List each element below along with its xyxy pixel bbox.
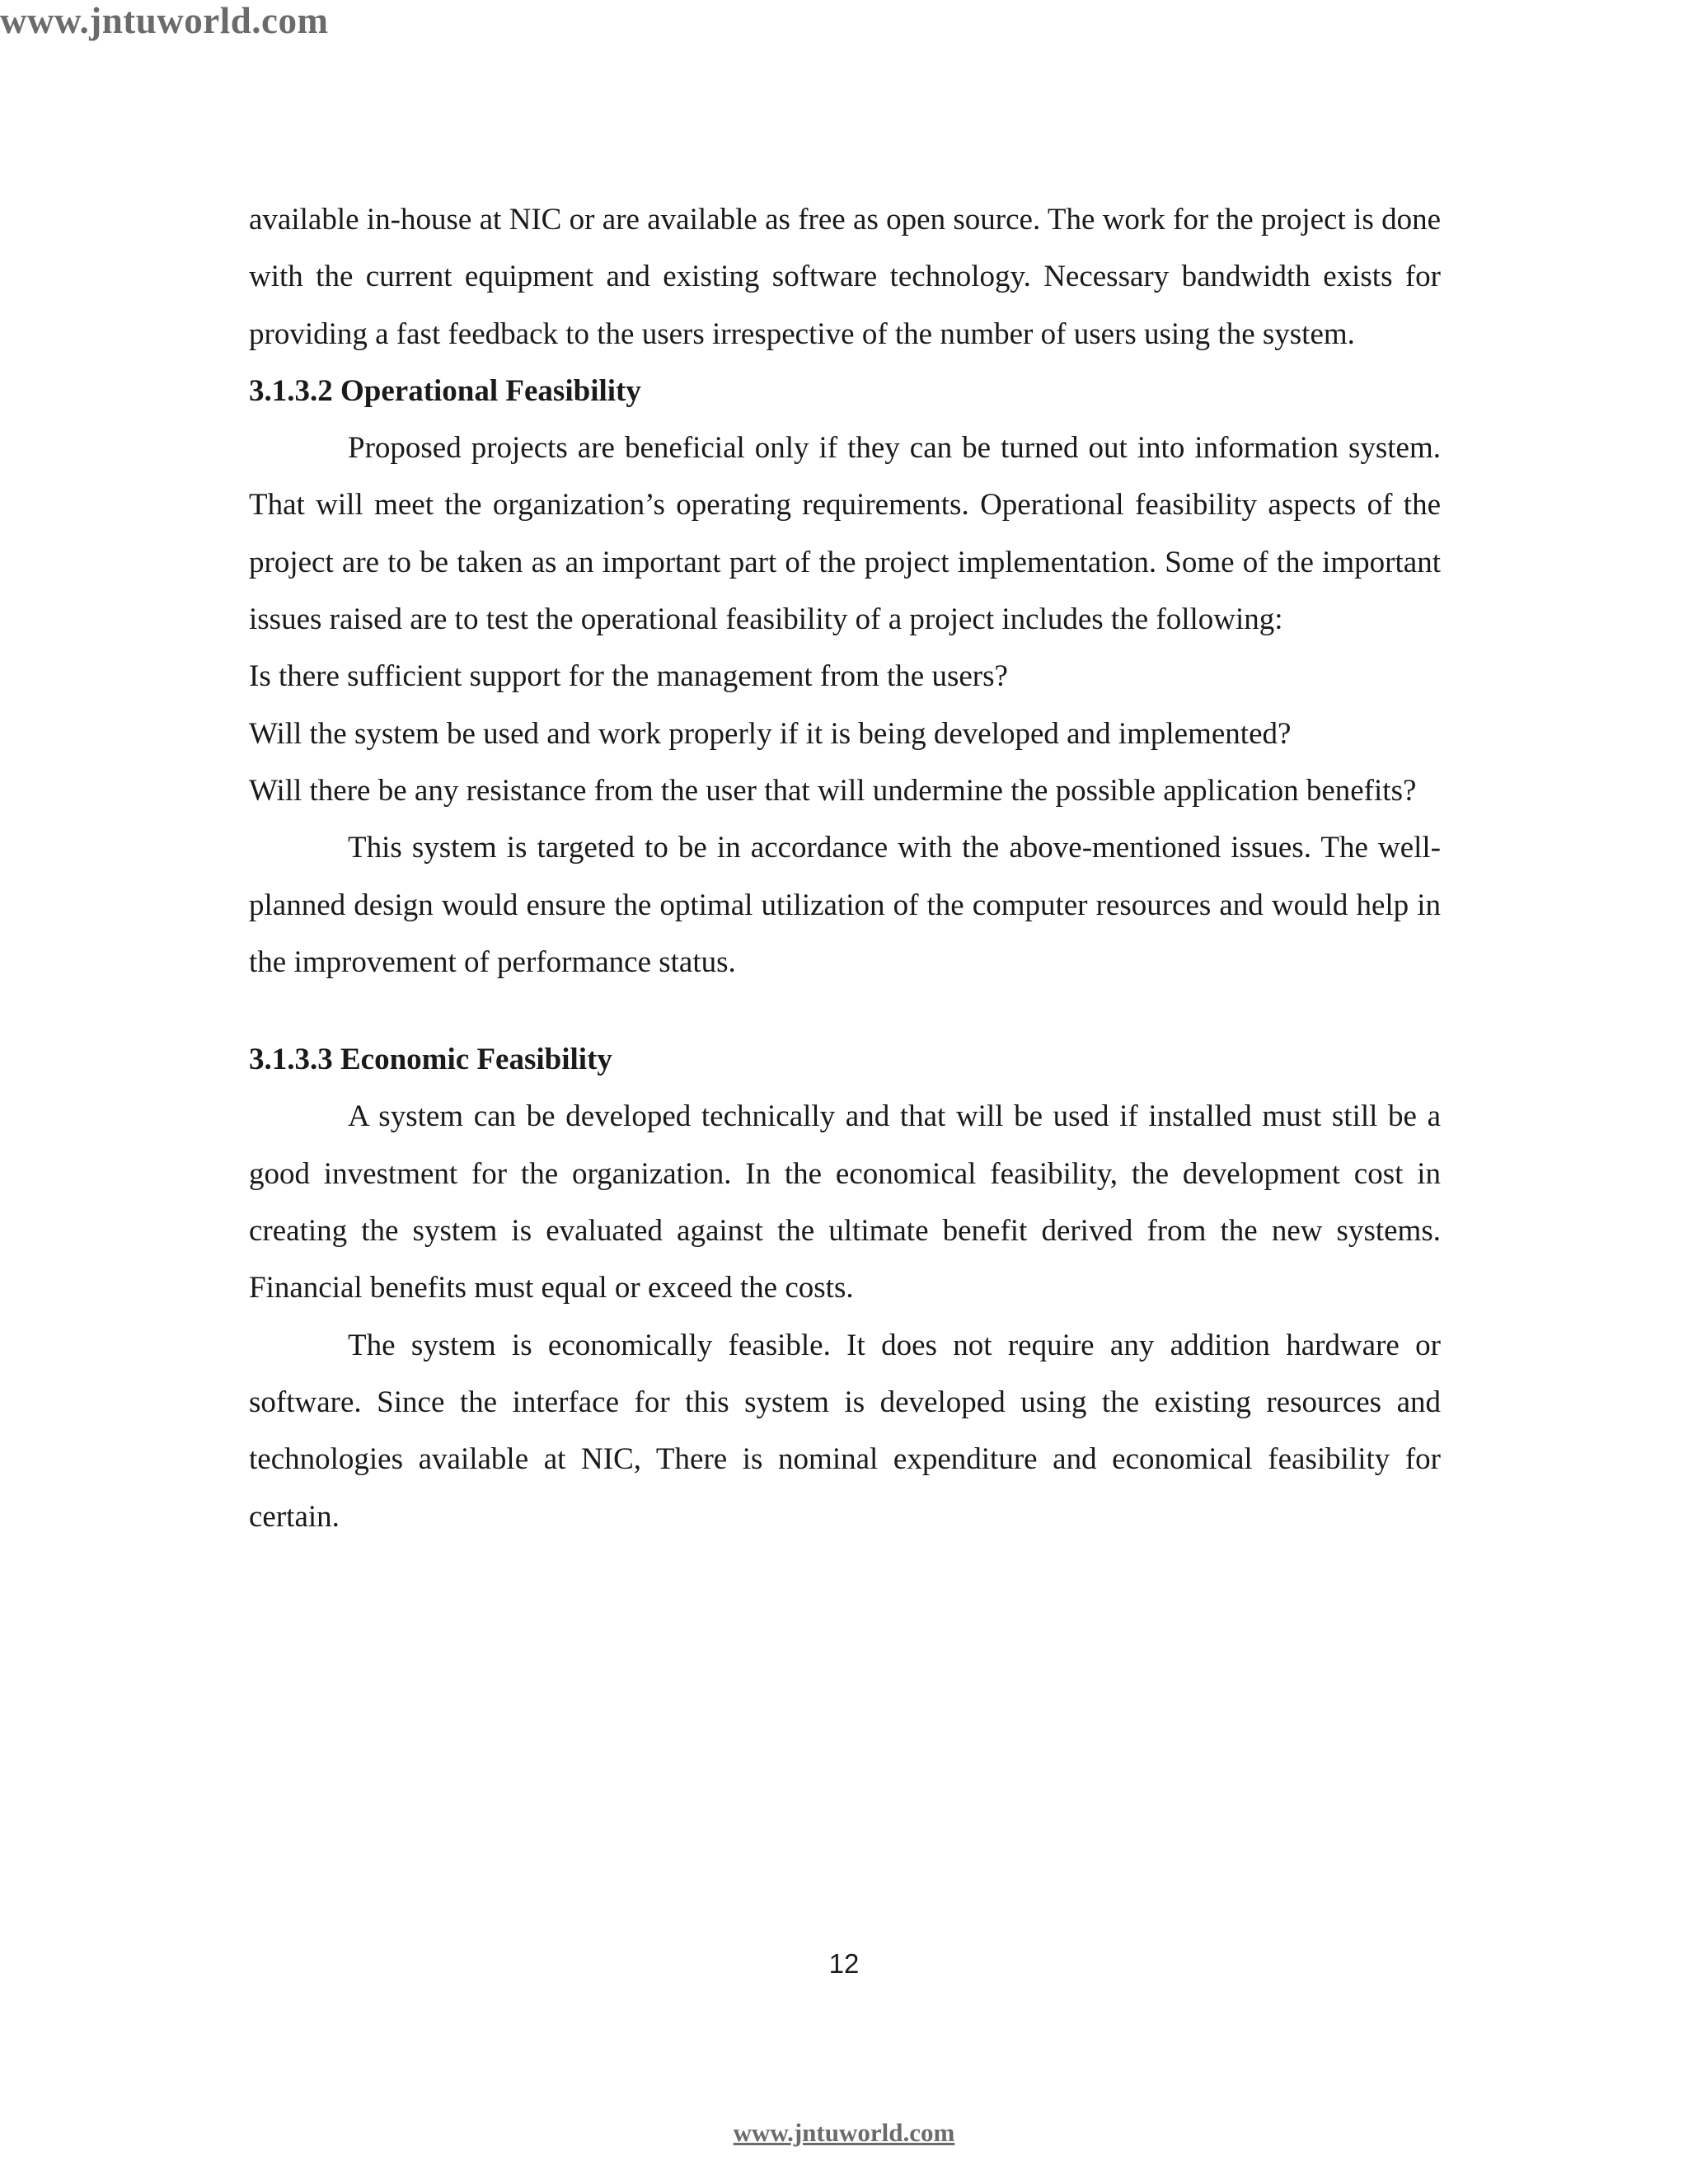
document-body [249, 191, 1441, 1545]
question-support: Is there sufficient support for the management from the users? [249, 659, 1008, 694]
watermark-bottom-link[interactable]: www.jntuworld.com [733, 2118, 955, 2147]
paragraph-targeted-system: This system is targeted to be in accordance with the above-mentioned issues. The well-planned design would ensure the optimal utilization of the computer resources and would help in the improvement of performance status. [249, 831, 1441, 979]
watermark-top: www.jntuworld.com [0, 0, 329, 41]
question-resistance: Will there be any resistance from the user that will undermine the possible application benefits? [249, 773, 1417, 808]
paragraph-operational-feasibility: Proposed projects are beneficial only if they can be turned out into information system. That will meet the organization’s operating requirements. Operational feasibility aspects of the project are to be taken as an important part of the project implementation. Some of the important issues raised are to test the operational feasibility of a project includes the following: [249, 431, 1441, 637]
watermark-bottom-container [0, 2118, 1688, 2148]
paragraph-technical-continuation: available in-house at NIC or are available as free as open source. The work for the project is done with the current equipment and existing software technology. Necessary bandwidth exists for providing a fast feedback to the users irrespective of the number of users using the system. [249, 203, 1441, 351]
paragraph-economic-feasible: The system is economically feasible. It does not require any addition hardware or software. Since the interface for this system is developed using the existing resources and technologies available at NIC, There is nominal expenditure and economical feasibility for certain. [249, 1328, 1441, 1534]
paragraph-economic-investment: A system can be developed technically and that will be used if installed must still be a good investment for the organization. In the economical feasibility, the development cost in creating the system is evaluated against the ultimate benefit derived from the new systems. Financial benefits must equal or exceed the costs. [249, 1099, 1441, 1305]
heading-operational-feasibility: 3.1.3.2 Operational Feasibility [249, 373, 641, 408]
heading-economic-feasibility: 3.1.3.3 Economic Feasibility [249, 1043, 612, 1077]
page-number: 12 [828, 1948, 860, 1979]
section-spacer [249, 991, 1441, 1031]
question-system-usage: Will the system be used and work properly if it is being developed and implemented? [249, 716, 1292, 751]
